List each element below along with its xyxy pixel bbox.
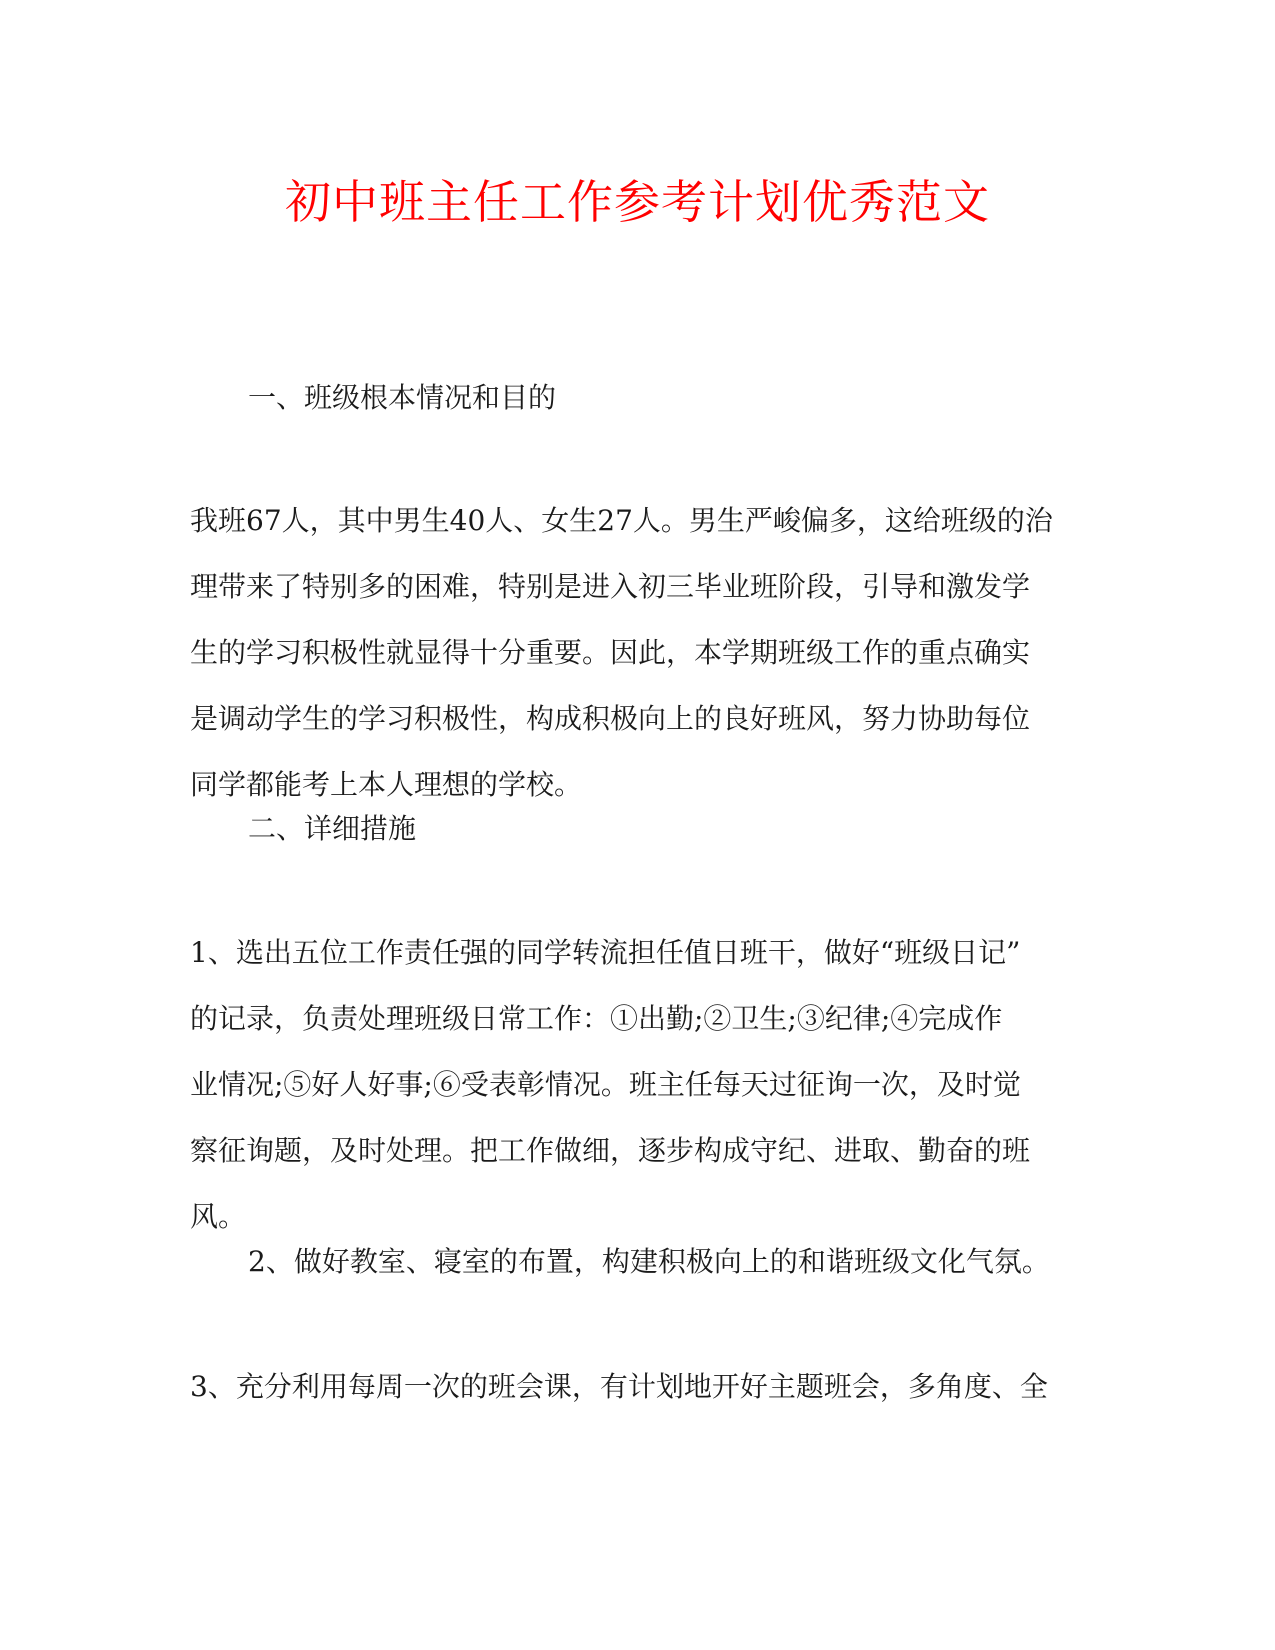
paragraph-line: 同学都能考上本人理想的学校。	[190, 768, 583, 801]
paragraph-line: 的记录，负责处理班级日常工作：①出勤;②卫生;③纪律;④完成作	[190, 1002, 1003, 1035]
paragraph-measure-3: 3、充分利用每周一次的班会课，有计划地开好主题班会，多角度、全	[190, 1370, 1048, 1403]
paragraph-class-situation	[190, 488, 1080, 818]
paragraph-line: 理带来了特别多的困难，特别是进入初三毕业班阶段，引导和激发学	[190, 570, 1031, 603]
paragraph-measure-1	[190, 920, 1080, 1250]
paragraph-line: 是调动学生的学习积极性，构成积极向上的良好班风，努力协助每位	[190, 702, 1031, 735]
paragraph-line: 我班67人，其中男生40人、女生27人。男生严峻偏多，这给班级的治	[190, 504, 1053, 537]
paragraph-line: 生的学习积极性就显得十分重要。因此，本学期班级工作的重点确实	[190, 636, 1031, 669]
paragraph-line: 业情况;⑤好人好事;⑥受表彰情况。班主任每天过征询一次，及时觉	[190, 1068, 1021, 1101]
paragraph-line: 风。	[190, 1200, 247, 1233]
section-heading-1: 一、班级根本情况和目的	[248, 381, 557, 414]
paragraph-line: 察征询题，及时处理。把工作做细，逐步构成守纪、进取、勤奋的班	[190, 1134, 1031, 1167]
document-title: 初中班主任工作参考计划优秀范文	[285, 175, 990, 229]
paragraph-measure-2: 2、做好教室、寝室的布置，构建积极向上的和谐班级文化气氛。	[248, 1245, 1050, 1278]
paragraph-line: 1、选出五位工作责任强的同学转流担任值日班干，做好“班级日记”	[190, 936, 1021, 969]
section-heading-2: 二、详细措施	[248, 812, 417, 845]
